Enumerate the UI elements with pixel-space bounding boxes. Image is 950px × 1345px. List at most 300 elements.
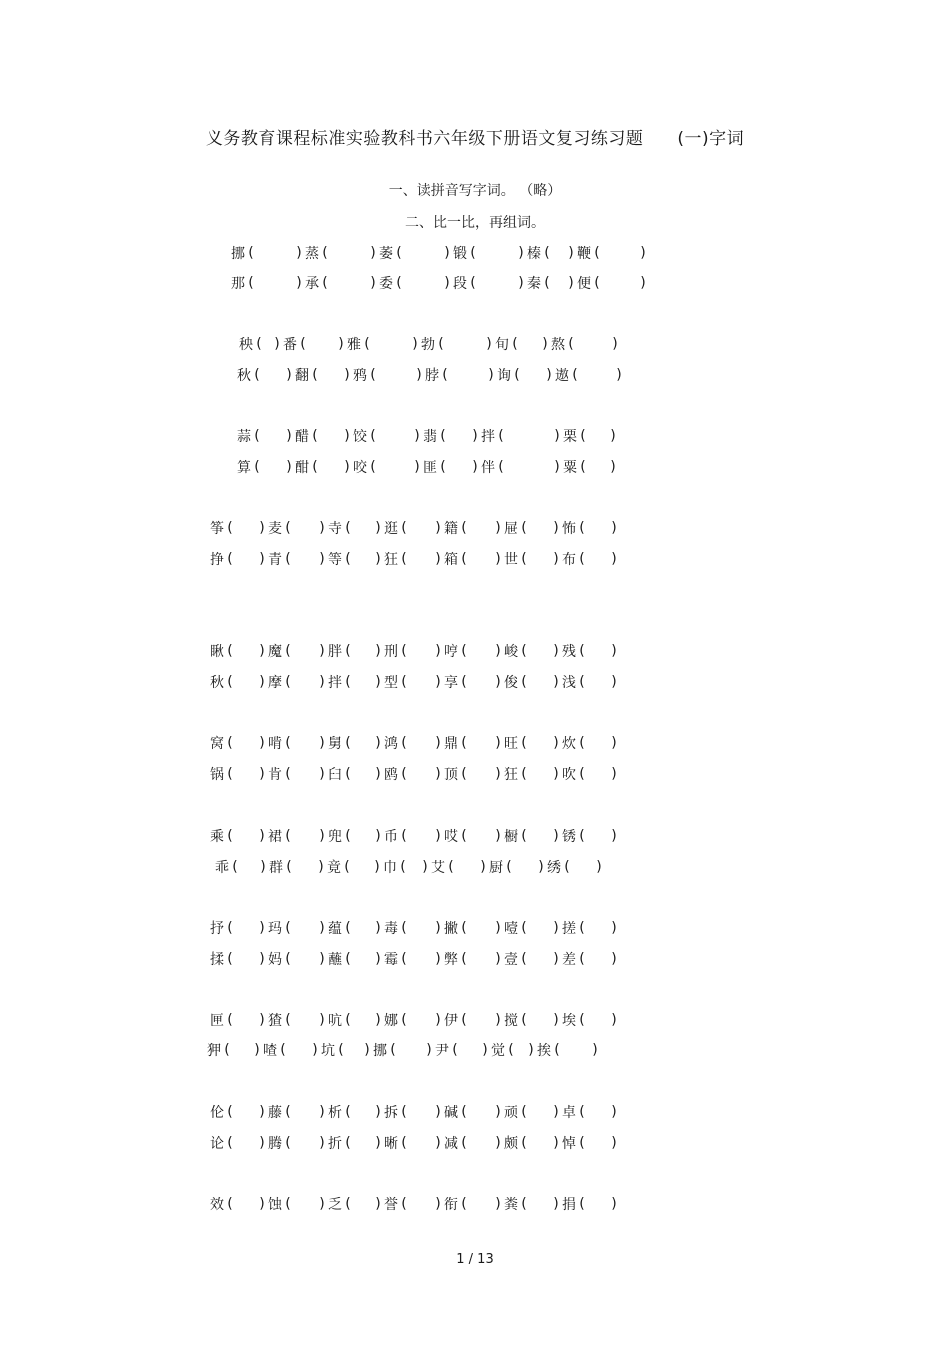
open-paren: ( bbox=[227, 1012, 233, 1028]
close-paren: ) bbox=[374, 859, 380, 875]
open-paren: ( bbox=[248, 245, 254, 261]
char-item bbox=[561, 918, 619, 938]
char-item bbox=[550, 334, 620, 354]
open-paren: ( bbox=[227, 551, 233, 567]
open-paren: ( bbox=[579, 551, 585, 567]
close-paren: ) bbox=[611, 674, 617, 690]
character: 榛 bbox=[527, 246, 541, 262]
char-item bbox=[480, 457, 562, 477]
title-suffix: (一)字词 bbox=[677, 129, 745, 149]
close-paren: ) bbox=[435, 766, 441, 782]
character: 抒 bbox=[210, 921, 224, 937]
character: 坑 bbox=[321, 1043, 335, 1059]
close-paren: ) bbox=[259, 766, 265, 782]
char-item bbox=[576, 273, 648, 293]
exercise-row bbox=[209, 764, 619, 784]
close-paren: ) bbox=[375, 520, 381, 536]
character: 悼 bbox=[562, 1136, 576, 1152]
char-item bbox=[383, 1194, 443, 1214]
character: 觉 bbox=[491, 1043, 505, 1059]
open-paren: ( bbox=[396, 275, 402, 291]
close-paren: ) bbox=[528, 1042, 534, 1058]
character: 鼎 bbox=[444, 736, 458, 752]
close-paren: ) bbox=[611, 1196, 617, 1212]
char-item bbox=[561, 518, 619, 538]
open-paren: ( bbox=[521, 828, 527, 844]
close-paren: ) bbox=[610, 459, 616, 475]
close-paren: ) bbox=[486, 336, 492, 352]
close-paren: ) bbox=[344, 428, 350, 444]
character: 臼 bbox=[328, 767, 342, 783]
open-paren: ( bbox=[564, 859, 570, 875]
close-paren: ) bbox=[259, 1012, 265, 1028]
open-paren: ( bbox=[285, 643, 291, 659]
close-paren: ) bbox=[375, 674, 381, 690]
character: 挪 bbox=[231, 246, 245, 262]
char-item bbox=[294, 365, 352, 385]
character: 番 bbox=[283, 337, 297, 353]
char-item bbox=[383, 949, 443, 969]
character: 匪 bbox=[423, 460, 437, 476]
character: 狂 bbox=[504, 767, 518, 783]
char-item bbox=[267, 672, 327, 692]
char-item bbox=[546, 857, 604, 877]
char-item bbox=[420, 334, 494, 354]
open-paren: ( bbox=[521, 1012, 527, 1028]
char-item bbox=[352, 457, 422, 477]
character: 腾 bbox=[268, 1136, 282, 1152]
exercise-row bbox=[209, 518, 619, 538]
character: 秋 bbox=[210, 675, 224, 691]
character: 玛 bbox=[268, 921, 282, 937]
open-paren: ( bbox=[227, 766, 233, 782]
close-paren: ) bbox=[592, 1042, 598, 1058]
character: 币 bbox=[384, 829, 398, 845]
open-paren: ( bbox=[345, 1135, 351, 1151]
open-paren: ( bbox=[544, 245, 550, 261]
char-item bbox=[320, 1040, 372, 1060]
character: 屉 bbox=[504, 521, 518, 537]
open-paren: ( bbox=[401, 520, 407, 536]
close-paren: ) bbox=[375, 551, 381, 567]
char-item bbox=[443, 672, 503, 692]
close-paren: ) bbox=[495, 643, 501, 659]
character: 狎 bbox=[207, 1043, 221, 1059]
char-item bbox=[424, 365, 496, 385]
character: 噎 bbox=[504, 921, 518, 937]
open-paren: ( bbox=[448, 859, 454, 875]
char-item bbox=[452, 273, 526, 293]
exercise-row bbox=[209, 672, 619, 692]
close-paren: ) bbox=[611, 1135, 617, 1151]
close-paren: ) bbox=[596, 859, 602, 875]
close-paren: ) bbox=[254, 1042, 260, 1058]
open-paren: ( bbox=[580, 459, 586, 475]
close-paren: ) bbox=[319, 1196, 325, 1212]
exercise-row bbox=[209, 918, 619, 938]
char-item bbox=[443, 949, 503, 969]
character: 脖 bbox=[425, 368, 439, 384]
close-paren: ) bbox=[554, 459, 560, 475]
open-paren: ( bbox=[285, 520, 291, 536]
character: 粪 bbox=[504, 1197, 518, 1213]
open-paren: ( bbox=[254, 428, 260, 444]
open-paren: ( bbox=[345, 551, 351, 567]
character: 壹 bbox=[504, 952, 518, 968]
close-paren: ) bbox=[611, 735, 617, 751]
close-paren: ) bbox=[518, 275, 524, 291]
exercise-row bbox=[209, 641, 619, 661]
char-item bbox=[526, 243, 576, 263]
open-paren: ( bbox=[579, 951, 585, 967]
character: 鸿 bbox=[384, 736, 398, 752]
close-paren: ) bbox=[495, 951, 501, 967]
close-paren: ) bbox=[319, 828, 325, 844]
open-paren: ( bbox=[401, 766, 407, 782]
open-paren: ( bbox=[579, 1104, 585, 1120]
close-paren: ) bbox=[286, 459, 292, 475]
character: 青 bbox=[268, 552, 282, 568]
close-paren: ) bbox=[259, 1135, 265, 1151]
character: 蒜 bbox=[237, 429, 251, 445]
character: 锻 bbox=[453, 246, 467, 262]
char-item bbox=[503, 518, 561, 538]
close-paren: ) bbox=[611, 766, 617, 782]
character: 艾 bbox=[431, 860, 445, 876]
open-paren: ( bbox=[521, 520, 527, 536]
close-paren: ) bbox=[640, 245, 646, 261]
open-paren: ( bbox=[572, 367, 578, 383]
open-paren: ( bbox=[227, 643, 233, 659]
close-paren: ) bbox=[435, 920, 441, 936]
close-paren: ) bbox=[495, 920, 501, 936]
char-item bbox=[503, 918, 561, 938]
open-paren: ( bbox=[521, 551, 527, 567]
char-item bbox=[209, 518, 267, 538]
character: 酣 bbox=[295, 460, 309, 476]
open-paren: ( bbox=[579, 674, 585, 690]
character: 鸦 bbox=[353, 368, 367, 384]
open-paren: ( bbox=[285, 1012, 291, 1028]
character: 魔 bbox=[268, 644, 282, 660]
close-paren: ) bbox=[495, 735, 501, 751]
open-paren: ( bbox=[227, 520, 233, 536]
open-paren: ( bbox=[345, 1012, 351, 1028]
character: 瞅 bbox=[210, 644, 224, 660]
character: 熬 bbox=[551, 337, 565, 353]
open-paren: ( bbox=[227, 920, 233, 936]
close-paren: ) bbox=[296, 275, 302, 291]
open-paren: ( bbox=[285, 674, 291, 690]
char-item bbox=[282, 334, 346, 354]
open-paren: ( bbox=[285, 951, 291, 967]
character: 锈 bbox=[562, 829, 576, 845]
close-paren: ) bbox=[296, 245, 302, 261]
char-item bbox=[209, 918, 267, 938]
open-paren: ( bbox=[554, 1042, 560, 1058]
open-paren: ( bbox=[594, 245, 600, 261]
open-paren: ( bbox=[521, 735, 527, 751]
open-paren: ( bbox=[345, 828, 351, 844]
close-paren: ) bbox=[553, 551, 559, 567]
open-paren: ( bbox=[345, 735, 351, 751]
character: 乏 bbox=[328, 1197, 342, 1213]
char-item bbox=[503, 949, 561, 969]
close-paren: ) bbox=[495, 520, 501, 536]
char-item bbox=[267, 949, 327, 969]
close-paren: ) bbox=[259, 920, 265, 936]
char-item bbox=[209, 826, 267, 846]
open-paren: ( bbox=[285, 766, 291, 782]
close-paren: ) bbox=[553, 766, 559, 782]
close-paren: ) bbox=[375, 951, 381, 967]
close-paren: ) bbox=[344, 459, 350, 475]
char-item bbox=[536, 1040, 600, 1060]
char-item bbox=[327, 1102, 383, 1122]
character: 蒸 bbox=[305, 246, 319, 262]
open-paren: ( bbox=[254, 459, 260, 475]
close-paren: ) bbox=[435, 951, 441, 967]
character: 舅 bbox=[328, 736, 342, 752]
character: 效 bbox=[210, 1197, 224, 1213]
char-item bbox=[378, 273, 452, 293]
character: 尹 bbox=[435, 1043, 449, 1059]
char-item bbox=[561, 1194, 619, 1214]
char-item bbox=[206, 1040, 262, 1060]
open-paren: ( bbox=[401, 1135, 407, 1151]
character: 翡 bbox=[423, 429, 437, 445]
char-item bbox=[304, 273, 378, 293]
character: 晰 bbox=[384, 1136, 398, 1152]
close-paren: ) bbox=[344, 367, 350, 383]
character: 怖 bbox=[562, 521, 576, 537]
char-item bbox=[443, 1194, 503, 1214]
character: 窝 bbox=[210, 736, 224, 752]
char-item bbox=[443, 1010, 503, 1030]
char-item bbox=[238, 334, 282, 354]
character: 顶 bbox=[444, 767, 458, 783]
close-paren: ) bbox=[611, 1104, 617, 1120]
char-item bbox=[346, 334, 420, 354]
open-paren: ( bbox=[440, 459, 446, 475]
close-paren: ) bbox=[495, 1104, 501, 1120]
char-item bbox=[503, 733, 561, 753]
char-item bbox=[488, 857, 546, 877]
close-paren: ) bbox=[319, 1104, 325, 1120]
character: 鸥 bbox=[384, 767, 398, 783]
open-paren: ( bbox=[579, 1012, 585, 1028]
character: 享 bbox=[444, 675, 458, 691]
character: 析 bbox=[328, 1105, 342, 1121]
open-paren: ( bbox=[461, 643, 467, 659]
close-paren: ) bbox=[546, 367, 552, 383]
close-paren: ) bbox=[538, 859, 544, 875]
char-item bbox=[561, 641, 619, 661]
close-paren: ) bbox=[375, 735, 381, 751]
open-paren: ( bbox=[579, 766, 585, 782]
character: 橱 bbox=[504, 829, 518, 845]
open-paren: ( bbox=[248, 275, 254, 291]
character: 栗 bbox=[563, 429, 577, 445]
exercise-row bbox=[236, 426, 618, 446]
exercise-row bbox=[206, 1040, 600, 1060]
open-paren: ( bbox=[521, 920, 527, 936]
character: 勃 bbox=[421, 337, 435, 353]
close-paren: ) bbox=[286, 428, 292, 444]
open-paren: ( bbox=[521, 766, 527, 782]
character: 摩 bbox=[268, 675, 282, 691]
close-paren: ) bbox=[610, 428, 616, 444]
char-item bbox=[430, 857, 488, 877]
char-item bbox=[383, 764, 443, 784]
character: 碱 bbox=[444, 1105, 458, 1121]
char-item bbox=[327, 826, 383, 846]
close-paren: ) bbox=[435, 1196, 441, 1212]
close-paren: ) bbox=[319, 674, 325, 690]
character: 乘 bbox=[210, 829, 224, 845]
character: 饺 bbox=[353, 429, 367, 445]
char-item bbox=[503, 1010, 561, 1030]
open-paren: ( bbox=[401, 1012, 407, 1028]
char-item bbox=[496, 365, 554, 385]
char-item bbox=[443, 918, 503, 938]
document-title bbox=[0, 124, 950, 149]
open-paren: ( bbox=[579, 1135, 585, 1151]
close-paren: ) bbox=[472, 428, 478, 444]
char-item bbox=[236, 457, 294, 477]
open-paren: ( bbox=[232, 859, 238, 875]
exercise-row bbox=[209, 949, 619, 969]
open-paren: ( bbox=[322, 275, 328, 291]
open-paren: ( bbox=[438, 336, 444, 352]
char-item bbox=[294, 457, 352, 477]
character: 醋 bbox=[295, 429, 309, 445]
char-item bbox=[209, 764, 267, 784]
char-item bbox=[561, 1133, 619, 1153]
open-paren: ( bbox=[579, 735, 585, 751]
char-item bbox=[327, 764, 383, 784]
open-paren: ( bbox=[338, 1042, 344, 1058]
close-paren: ) bbox=[312, 1042, 318, 1058]
character: 猹 bbox=[268, 1013, 282, 1029]
open-paren: ( bbox=[224, 1042, 230, 1058]
char-item bbox=[209, 1194, 267, 1214]
exercise-row bbox=[209, 826, 619, 846]
close-paren: ) bbox=[495, 1196, 501, 1212]
open-paren: ( bbox=[498, 459, 504, 475]
close-paren: ) bbox=[553, 735, 559, 751]
char-item bbox=[209, 1102, 267, 1122]
close-paren: ) bbox=[495, 828, 501, 844]
char-item bbox=[443, 641, 503, 661]
close-paren: ) bbox=[611, 643, 617, 659]
character: 刑 bbox=[384, 644, 398, 660]
open-paren: ( bbox=[461, 1012, 467, 1028]
open-paren: ( bbox=[401, 951, 407, 967]
char-item bbox=[503, 1133, 561, 1153]
char-item bbox=[503, 1194, 561, 1214]
char-item bbox=[383, 1010, 443, 1030]
character: 麦 bbox=[268, 521, 282, 537]
character: 残 bbox=[562, 644, 576, 660]
open-paren: ( bbox=[461, 735, 467, 751]
char-item bbox=[562, 457, 618, 477]
open-paren: ( bbox=[364, 336, 370, 352]
close-paren: ) bbox=[319, 1135, 325, 1151]
close-paren: ) bbox=[553, 920, 559, 936]
character: 鞭 bbox=[577, 246, 591, 262]
open-paren: ( bbox=[227, 1196, 233, 1212]
character: 弊 bbox=[444, 952, 458, 968]
character: 炊 bbox=[562, 736, 576, 752]
close-paren: ) bbox=[611, 520, 617, 536]
open-paren: ( bbox=[544, 275, 550, 291]
character: 竟 bbox=[327, 860, 341, 876]
open-paren: ( bbox=[461, 674, 467, 690]
open-paren: ( bbox=[401, 674, 407, 690]
character: 差 bbox=[562, 952, 576, 968]
close-paren: ) bbox=[286, 367, 292, 383]
open-paren: ( bbox=[461, 828, 467, 844]
close-paren: ) bbox=[318, 859, 324, 875]
open-paren: ( bbox=[401, 828, 407, 844]
char-item bbox=[378, 243, 452, 263]
char-item bbox=[443, 826, 503, 846]
char-item bbox=[443, 518, 503, 538]
character: 减 bbox=[444, 1136, 458, 1152]
character: 蘸 bbox=[328, 952, 342, 968]
char-item bbox=[503, 672, 561, 692]
char-item bbox=[262, 1040, 320, 1060]
char-item bbox=[422, 457, 480, 477]
open-paren: ( bbox=[285, 735, 291, 751]
close-paren: ) bbox=[259, 828, 265, 844]
char-item bbox=[352, 426, 422, 446]
open-paren: ( bbox=[461, 520, 467, 536]
char-item bbox=[383, 826, 443, 846]
character: 萎 bbox=[379, 246, 393, 262]
open-paren: ( bbox=[579, 643, 585, 659]
close-paren: ) bbox=[259, 735, 265, 751]
open-paren: ( bbox=[521, 1196, 527, 1212]
character: 衔 bbox=[444, 1197, 458, 1213]
character: 便 bbox=[577, 276, 591, 292]
char-item bbox=[383, 1133, 443, 1153]
char-item bbox=[561, 672, 619, 692]
open-paren: ( bbox=[285, 920, 291, 936]
exercise-row bbox=[230, 273, 648, 293]
character: 蚀 bbox=[268, 1197, 282, 1213]
char-item bbox=[267, 764, 327, 784]
close-paren: ) bbox=[375, 828, 381, 844]
char-item bbox=[209, 1010, 267, 1030]
close-paren: ) bbox=[435, 1012, 441, 1028]
close-paren: ) bbox=[553, 1135, 559, 1151]
char-item bbox=[383, 641, 443, 661]
char-item bbox=[327, 733, 383, 753]
open-paren: ( bbox=[390, 1042, 396, 1058]
character: 峻 bbox=[504, 644, 518, 660]
exercise-row bbox=[238, 334, 620, 354]
open-paren: ( bbox=[227, 828, 233, 844]
character: 娜 bbox=[384, 1013, 398, 1029]
char-item bbox=[422, 426, 480, 446]
character: 毒 bbox=[384, 921, 398, 937]
character: 籍 bbox=[444, 521, 458, 537]
close-paren: ) bbox=[553, 828, 559, 844]
close-paren: ) bbox=[260, 859, 266, 875]
char-item bbox=[561, 764, 619, 784]
